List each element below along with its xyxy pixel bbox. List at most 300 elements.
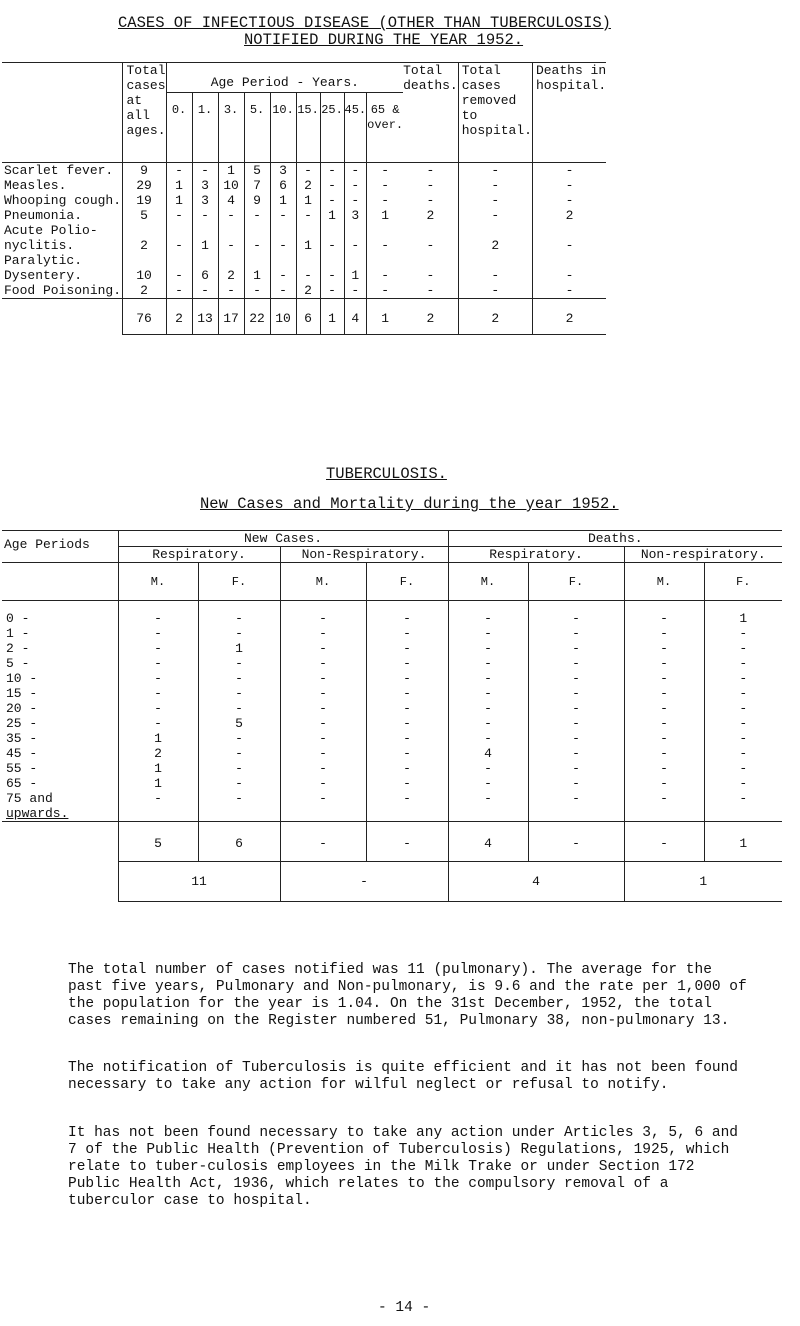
age-value: - (244, 223, 270, 253)
value-cell: - (624, 776, 704, 791)
table-cell (2, 563, 118, 601)
value-cell: - (366, 791, 448, 822)
value-cell: - (198, 776, 280, 791)
age-period-label: 45 - (6, 746, 38, 761)
age-column-header: 15. (296, 93, 320, 163)
age-value: - (367, 268, 404, 283)
age-column-header: 0. (166, 93, 192, 163)
value-cell: 1 (118, 776, 198, 791)
age-total-value: 17 (218, 299, 244, 335)
disease-name: Scarlet fever. (2, 163, 122, 179)
age-period-label: 55 - (6, 761, 38, 776)
total-cases-value: 19 (122, 193, 166, 208)
hospital-deaths-value: - (532, 178, 606, 193)
table-row (2, 253, 606, 268)
age-value: - (270, 223, 296, 253)
total-value: - (366, 822, 448, 862)
table-row (2, 671, 782, 686)
page-title: CASES OF INFECTIOUS DISEASE (OTHER THAN TUBERCULOSIS) (118, 14, 611, 32)
grand-total-value: - (280, 862, 448, 902)
value-cell: - (624, 746, 704, 761)
total-deaths-value: - (426, 193, 435, 208)
value-cell: - (280, 626, 366, 641)
age-period-label: 35 - (6, 731, 38, 746)
age-column-header: 10. (270, 93, 296, 163)
age-value: - (166, 163, 192, 179)
hospital-deaths-value: - (532, 193, 606, 208)
value-cell: 4 (448, 746, 528, 761)
value-cell: - (448, 791, 528, 822)
sex-column-header: F. (528, 563, 624, 601)
value-cell: 1 (704, 601, 782, 627)
age-value: 1 (296, 223, 320, 253)
disease-name: Dysentery. (4, 268, 83, 283)
table-row (2, 223, 606, 253)
total-deaths-value: - (426, 178, 435, 193)
disease-name: Pneumonia. (4, 208, 83, 223)
header-age-periods: Age Periods (2, 531, 118, 563)
age-value: - (344, 283, 367, 299)
value-cell: - (280, 716, 366, 731)
page-number: - 14 - (378, 1300, 431, 1316)
total-value: - (528, 822, 624, 862)
value-cell: - (448, 601, 528, 627)
total-deaths-value: - (426, 268, 435, 283)
age-value: - (192, 163, 218, 179)
paragraph-regulations: It has not been found necessary to take any action under Articles 3, 5, 6 and 7 of the Public Health (Prevention of Tuberculosis) Regulations, 1925, which relate to tuber-culosis employees in the Milk Trake or under Section 172 Public Health Act, 1936, which relates to the compulsory removal of a tuberculor case to hospital. (68, 1125, 739, 1209)
value-cell: - (280, 776, 366, 791)
age-value: 1 (270, 193, 296, 208)
age-value: - (218, 208, 244, 223)
value-cell: - (704, 716, 782, 731)
disease-name: Paralytic. (4, 253, 83, 268)
total-value: 5 (118, 822, 198, 862)
hospital-deaths-value: - (532, 283, 606, 299)
paragraph-total-cases: The total number of cases notified was 11 (pulmonary). The average for the past five years, Pulmonary and Non-pulmonary, is 9.6 and the rate per 1,000 of the population for the year is 1.04. On the 31st December, 1952, the total cases remaining on the Register numbered 51, Pulmonary 38, non-pulmonary 13. (68, 962, 747, 1029)
age-column-header: 45. (344, 93, 367, 163)
value-cell: - (624, 626, 704, 641)
age-value: 2 (296, 178, 320, 193)
table-row (2, 731, 782, 746)
age-value: - (320, 268, 344, 283)
age-value (192, 253, 218, 268)
value-cell: - (704, 641, 782, 656)
value-cell: - (366, 671, 448, 686)
table-row (2, 283, 606, 299)
age-total-value: 1 (320, 299, 344, 335)
age-value: - (367, 178, 404, 193)
header-total-deaths: Total deaths. (403, 63, 458, 163)
hospital-deaths-value: - (532, 223, 606, 253)
value-cell: - (280, 761, 366, 776)
value-cell: - (366, 776, 448, 791)
age-period-label: 5 - (6, 656, 30, 671)
value-cell: - (624, 641, 704, 656)
value-cell: - (280, 671, 366, 686)
sex-column-header: F. (366, 563, 448, 601)
table2-grid (2, 530, 782, 902)
header-deaths-respiratory: Respiratory. (448, 547, 624, 563)
paragraph-notification: The notification of Tuberculosis is quite efficient and it has not been found necessary to take any action for wilful neglect or refusal to notify. (68, 1060, 739, 1093)
tuberculosis-heading: TUBERCULOSIS. (326, 465, 447, 483)
total-cases-value: 29 (122, 178, 166, 193)
value-cell: - (198, 601, 280, 627)
age-value: 1 (218, 163, 244, 179)
age-value: 1 (344, 268, 367, 283)
value-cell: - (198, 791, 280, 822)
header-deaths-in-hospital: Deaths in hospital. (532, 63, 606, 163)
value-cell: - (704, 686, 782, 701)
age-value: - (218, 223, 244, 253)
removed-value: - (458, 193, 532, 208)
header-deaths-non-respiratory: Non-respiratory. (624, 547, 782, 563)
value-cell: - (528, 686, 624, 701)
age-value (320, 253, 344, 268)
age-value: 2 (218, 268, 244, 283)
value-cell: - (528, 671, 624, 686)
value-cell: - (448, 701, 528, 716)
age-value: 1 (192, 223, 218, 253)
value-cell: - (624, 791, 704, 822)
value-cell: - (624, 686, 704, 701)
age-period-label: 25 - (6, 716, 38, 731)
removed-value: - (458, 283, 532, 299)
total-deaths-value: 2 (426, 208, 435, 223)
age-value: - (320, 163, 344, 179)
sex-column-header: F. (198, 563, 280, 601)
hospital-deaths-value (532, 253, 606, 268)
age-total-value: 22 (244, 299, 270, 335)
total-deaths-value (403, 253, 458, 268)
age-value: 3 (344, 208, 367, 223)
value-cell: 5 (198, 716, 280, 731)
age-value: - (320, 193, 344, 208)
value-cell: - (624, 601, 704, 627)
age-value: - (192, 283, 218, 299)
value-cell: - (704, 791, 782, 822)
age-value: - (244, 208, 270, 223)
age-value: - (166, 223, 192, 253)
value-cell: - (528, 641, 624, 656)
age-value (244, 253, 270, 268)
page-subtitle: NOTIFIED DURING THE YEAR 1952. (244, 31, 524, 49)
table-row (2, 626, 782, 641)
age-value: 5 (244, 163, 270, 179)
value-cell: - (280, 601, 366, 627)
table-row (2, 208, 606, 223)
value-cell: - (366, 641, 448, 656)
disease-name: Acute Polio- nyclitis. (4, 223, 98, 253)
value-cell: - (198, 761, 280, 776)
value-cell: - (528, 731, 624, 746)
total-cases-value: 5 (122, 208, 166, 223)
grand-total-value: 1 (624, 862, 782, 902)
value-cell: - (118, 656, 198, 671)
table-cell (2, 822, 118, 862)
age-value: - (367, 163, 404, 179)
age-value: - (296, 268, 320, 283)
value-cell: - (198, 701, 280, 716)
value-cell: - (704, 626, 782, 641)
table-cell (2, 299, 122, 335)
table-row (2, 641, 782, 656)
sex-column-header: M. (624, 563, 704, 601)
table-row (2, 761, 782, 776)
age-value: 1 (166, 178, 192, 193)
age-value: 3 (192, 178, 218, 193)
age-period-label: 1 - (6, 626, 30, 641)
age-period-label: 65 - (6, 776, 38, 791)
age-column-header: 3. (218, 93, 244, 163)
removed-value: 2 (458, 223, 532, 253)
age-value: - (320, 178, 344, 193)
value-cell: - (624, 731, 704, 746)
grand-total-value: 11 (118, 862, 280, 902)
age-total-value: 1 (367, 299, 404, 335)
value-cell: - (448, 626, 528, 641)
sex-column-header: M. (448, 563, 528, 601)
value-cell: - (704, 731, 782, 746)
age-value: 6 (192, 268, 218, 283)
value-cell: - (118, 701, 198, 716)
total-cases-value: 2 (122, 283, 166, 299)
age-value: 6 (270, 178, 296, 193)
total-deaths-value: - (403, 163, 458, 179)
age-column-header: 1. (192, 93, 218, 163)
table-row (2, 193, 606, 208)
sex-column-header: M. (280, 563, 366, 601)
age-value: 7 (244, 178, 270, 193)
age-column-header: 5. (244, 93, 270, 163)
table-row (2, 601, 782, 627)
value-cell: - (704, 776, 782, 791)
disease-name: Whooping cough. (4, 193, 122, 208)
value-cell: - (528, 761, 624, 776)
value-cell: - (280, 791, 366, 822)
total-cases-value (122, 253, 166, 268)
age-value: - (320, 223, 344, 253)
age-total-value: 4 (344, 299, 367, 335)
age-total-value: 10 (270, 299, 296, 335)
removed-value: - (458, 268, 532, 283)
total-deaths-value: - (426, 238, 435, 253)
age-value: - (296, 208, 320, 223)
removed-value (458, 253, 532, 268)
age-column-header: 65 & over. (367, 93, 404, 163)
value-cell: - (704, 746, 782, 761)
age-column-header: 25. (320, 93, 344, 163)
value-cell: - (198, 626, 280, 641)
value-cell: 1 (118, 731, 198, 746)
age-value: - (344, 178, 367, 193)
value-cell: - (118, 626, 198, 641)
age-value: - (367, 223, 404, 253)
value-cell: - (366, 701, 448, 716)
age-value: - (344, 193, 367, 208)
header-blank (2, 63, 122, 163)
value-cell: - (528, 716, 624, 731)
value-cell: - (280, 686, 366, 701)
age-value (296, 253, 320, 268)
age-value: - (192, 208, 218, 223)
age-value: 1 (296, 193, 320, 208)
age-period-label: 10 - (6, 671, 38, 686)
value-cell: - (280, 701, 366, 716)
removed-value: - (458, 163, 532, 179)
age-value (270, 253, 296, 268)
value-cell: - (624, 656, 704, 671)
table-row (2, 746, 782, 761)
value-cell: - (448, 761, 528, 776)
value-cell: - (118, 686, 198, 701)
value-cell: - (528, 776, 624, 791)
table-row (2, 701, 782, 716)
age-value: 1 (367, 208, 404, 223)
value-cell: - (118, 671, 198, 686)
value-cell: 1 (118, 761, 198, 776)
tuberculosis-subheading: New Cases and Mortality during the year 1952. (200, 495, 619, 513)
header-deaths: Deaths. (448, 531, 782, 547)
value-cell: - (448, 686, 528, 701)
age-total-value: 13 (192, 299, 218, 335)
total-value: - (624, 822, 704, 862)
age-value: - (344, 163, 367, 179)
value-cell: - (528, 791, 624, 822)
header-total-cases: Total cases at all ages. (122, 63, 166, 163)
table-row (2, 178, 606, 193)
age-value: 1 (320, 208, 344, 223)
value-cell: - (280, 746, 366, 761)
value-cell: - (118, 716, 198, 731)
hospital-deaths-value: - (532, 163, 606, 179)
value-cell: - (366, 601, 448, 627)
value-cell: - (198, 671, 280, 686)
value-cell: - (366, 746, 448, 761)
age-value (166, 253, 192, 268)
total-cases-value: 2 (122, 223, 166, 253)
value-cell: - (624, 671, 704, 686)
total-cases-value: 9 (122, 163, 166, 179)
age-value: - (270, 283, 296, 299)
age-value: - (367, 193, 404, 208)
table-row (2, 656, 782, 671)
value-cell: - (198, 686, 280, 701)
age-period-label: 2 - (6, 641, 30, 656)
age-value: - (320, 283, 344, 299)
age-value: 1 (244, 268, 270, 283)
age-value (344, 253, 367, 268)
value-cell: - (704, 761, 782, 776)
age-value: 1 (166, 193, 192, 208)
header-new-cases: New Cases. (118, 531, 448, 547)
totals-row (2, 299, 606, 335)
age-value: - (166, 283, 192, 299)
table-row (2, 686, 782, 701)
header-non-respiratory: Non-Respiratory. (280, 547, 448, 563)
age-total-value: 2 (166, 299, 192, 335)
value-cell: - (448, 716, 528, 731)
value-cell: - (366, 731, 448, 746)
value-cell: - (624, 716, 704, 731)
value-cell: - (448, 671, 528, 686)
age-period-label: 20 - (6, 701, 38, 716)
age-value (367, 253, 404, 268)
value-cell: - (528, 656, 624, 671)
age-value: 10 (218, 178, 244, 193)
value-cell: - (280, 641, 366, 656)
age-value: - (244, 283, 270, 299)
age-value: - (166, 268, 192, 283)
age-value: - (166, 208, 192, 223)
value-cell: - (366, 761, 448, 776)
value-cell: - (528, 746, 624, 761)
total-value: 1 (704, 822, 782, 862)
value-cell: - (704, 671, 782, 686)
age-value: - (218, 283, 244, 299)
age-value: - (270, 208, 296, 223)
age-value: 9 (244, 193, 270, 208)
total-value: 4 (448, 822, 528, 862)
value-cell: - (118, 641, 198, 656)
age-value (218, 253, 244, 268)
hospital-deaths-sum: 2 (532, 299, 606, 335)
sex-column-header: F. (704, 563, 782, 601)
grand-total-row (2, 862, 782, 902)
header-removed-to-hospital: Total cases removed to hospital. (458, 63, 532, 163)
value-cell: - (118, 601, 198, 627)
value-cell: - (198, 656, 280, 671)
value-cell: - (528, 701, 624, 716)
value-cell: 2 (118, 746, 198, 761)
age-value: 4 (218, 193, 244, 208)
value-cell: - (366, 716, 448, 731)
value-cell: - (198, 731, 280, 746)
age-period-label: 0 - (6, 611, 30, 626)
age-value: 2 (296, 283, 320, 299)
value-cell: - (448, 731, 528, 746)
age-total-value: 6 (296, 299, 320, 335)
age-value: - (344, 223, 367, 253)
disease-name: Food Poisoning. (4, 283, 122, 298)
total-value: - (280, 822, 366, 862)
value-cell: - (704, 656, 782, 671)
value-cell: - (704, 701, 782, 716)
total-deaths-sum: 2 (403, 299, 458, 335)
age-value: - (367, 283, 404, 299)
total-deaths-value: - (426, 283, 435, 298)
value-cell: - (118, 791, 198, 822)
table-cell (2, 862, 118, 902)
age-value: 3 (270, 163, 296, 179)
total-cases-value: 10 (122, 268, 166, 283)
table-row (2, 776, 782, 791)
disease-name: Measles. (4, 178, 67, 193)
value-cell: - (280, 731, 366, 746)
value-cell: - (198, 746, 280, 761)
table1-grid (2, 62, 606, 335)
age-period-label: 15 - (6, 686, 38, 701)
value-cell: - (528, 626, 624, 641)
value-cell: - (448, 776, 528, 791)
header-respiratory: Respiratory. (118, 547, 280, 563)
value-cell: - (366, 656, 448, 671)
hospital-deaths-value: - (532, 268, 606, 283)
value-cell: - (366, 626, 448, 641)
value-cell: - (448, 641, 528, 656)
age-value: - (296, 163, 320, 179)
removed-sum: 2 (458, 299, 532, 335)
table-row (2, 163, 606, 179)
